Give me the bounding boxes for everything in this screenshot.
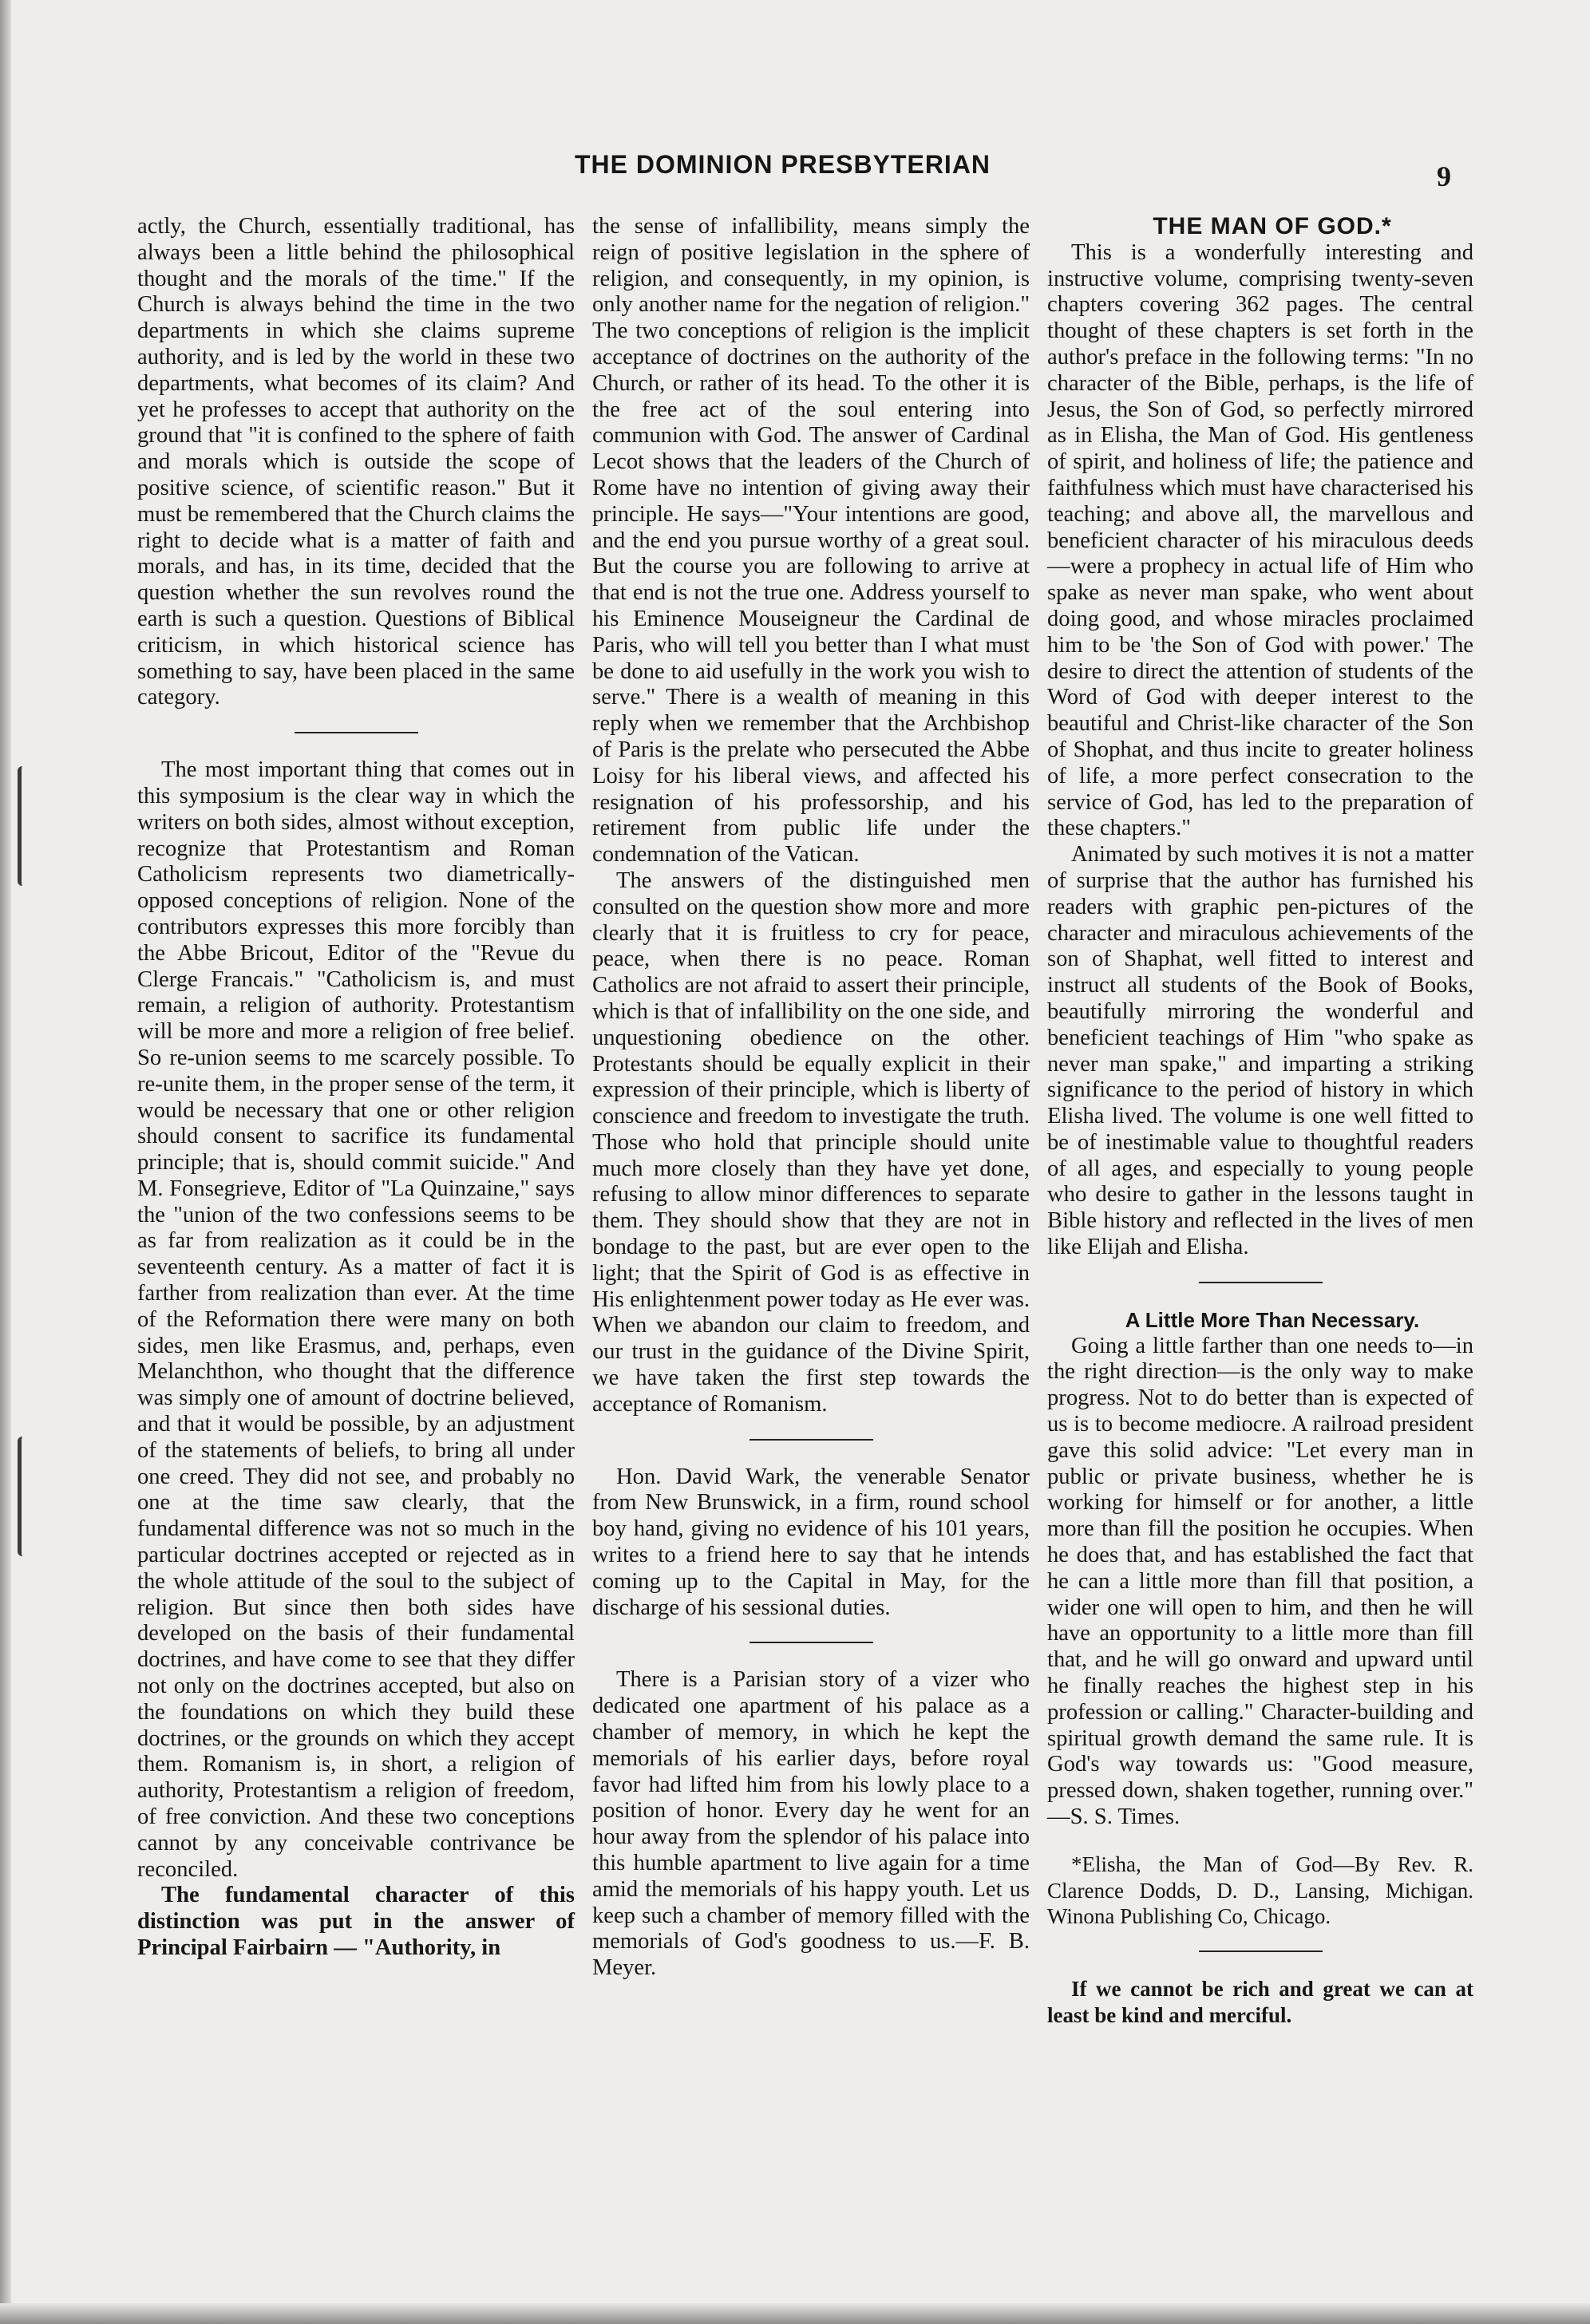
paragraph: Hon. David Wark, the venerable Senator from New Brunswick, in a firm, round school boy hand, giving no evidence of his 101 years, writes to a friend here to say that he intends coming up to the Capital in May, for the discharge of his sessional duties. — [592, 1464, 1030, 1620]
column-right — [1047, 214, 1473, 2029]
paragraph: There is a Parisian story of a vizer who dedicated one apartment of his palace as a chamber of memory, in which he kept the memorials of his earlier days, before royal favor had lifted him from his lowly place to a position of honor. Every day he went for an hour away from the splendor of his palace into this humble apartment to live again for a time amid the memorials of his happy youth. Let us keep such a chamber of memory filled with the memorials of God's goodness to us.—F. B. Meyer. — [592, 1667, 1030, 1981]
page-header-title: THE DOMINION PRESBYTERIAN — [575, 150, 991, 179]
binding-mark — [18, 766, 33, 886]
paragraph: Animated by such motives it is not a matter of surprise that the author has furnished his readers with graphic pen-pictures of the character and miraculous achievements of the son of Shaphat, well fitted to interest and instruct all students of the Book of Books, beautifully mirroring the wonderful and beneficient teachings of Him "who spake as never man spake," and imparting a striking significance to the period of history in which Elisha lived. The volume is one well fitted to be of inestimable value to thoughtful readers of all ages, and especially to young people who desire to gather in the lessons taught in Bible history and reflected in the lives of men like Elijah and Elisha. — [1047, 842, 1473, 1260]
paragraph: the sense of infallibility, means simply the reign of positive legislation in the sphere of religion, and consequently, in my opinion, is only another name for the negation of religion." The two conceptions of religion is the implicit acceptance of doctrines on the authority of the Church, or rather of its head. To the other it is the free act of the soul entering into communion with God. The answer of Cardinal Lecot shows that the leaders of the Church of Rome have no intention of giving away their principle. He says—"Your intentions are good, and the end you pursue worthy of a great soul. But the course you are following to arrive at that end is not the true one. Address yourself to his Eminence Mouseigneur the Cardinal de Paris, who will tell you better than I what must be done to aid usefully in the work you wish to serve." There is a wealth of meaning in this reply when we remember that the Archbishop of Paris is the prelate who persecuted the Abbe Loisy for his liberal views, and affected his resignation of his professorship, and his retirement from public life under the condemnation of the Vatican. — [592, 214, 1030, 868]
paragraph: Going a little farther than one needs to—in the right direction—is the only way to make progress. Not to do better than is expected of us is to become mediocre. A railroad president gave this solid advice: "Let every man in public or private business, whether he is working for himself or for another, a little more than fill the position he occupies. When he does that, and has established the fact that he can a little more than fill that position, a wider one will open to him, and then he will have an opportunity to a little more than fill that, and he will go onward and upward until he finally reaches the highest step in his profession or calling." Character-building and spiritual growth demand the same rule. It is God's way towards us: "Good measure, pressed down, shaken together, running over." —S. S. Times. — [1047, 1333, 1473, 1830]
paragraph: The most important thing that comes out in this symposium is the clear way in which the writers on both sides, almost without exception, recognize that Protestantism and Roman Catholicism represents two diametrically-opposed conceptions of religion. None of the contributors expresses this more forcibly than the Abbe Bricout, Editor of the "Revue du Clerge Francais." "Catholicism is, and must remain, a religion of authority. Protestantism will be more and more a religion of free belief. So re-union seems to me scarcely possible. To re-unite them, in the proper sense of the term, it would be necessary that one or other religion should consent to sacrifice its fundamental principle; that is, should commit suicide." And M. Fonsegrieve, Editor of "La Quinzaine," says the "union of the two confessions seems to be as far from realization as it could be in the seventeenth century. As a matter of fact it is farther from realization than ever. At the time of the Reformation there were many on both sides, men like Erasmus, and, perhaps, even Melanchthon, who thought that the difference was simply one of amount of doctrine believed, and that it would be possible, by an adjustment of the statements of beliefs, to bring all under one creed. They did not see, and probably no one at the time saw clearly, that the fundamental difference was not so much in the particular doctrines accepted or rejected as in the whole attitude of the soul to the subject of religion. But since then both sides have developed on the basis of their fundamental doctrines, and have come to see that they differ not only on the doctrines accepted, but also on the foundations on which they build these doctrines, or the grounds on which they accept them. Romanism is, in short, a religion of authority, Protestantism a religion of freedom, of free conviction. And these two conceptions cannot by any conceivable contrivance be reconciled. — [137, 757, 575, 1882]
paragraph: actly, the Church, essentially traditional, has always been a little behind the philosophical thought and the morals of the time." If the Church is always behind the time in the two departments in which she claims supreme authority, and is led by the world in these two departments, what becomes of its claim? And yet he professes to accept that authority on the ground that "it is confined to the sphere of faith and morals which is outside the scope of positive science, of scientific reason." But it must be remembered that the Church claims the right to decide what is a matter of faith and morals, and has, in its time, decided that the question whether the sun revolves round the earth is such a question. Questions of Biblical criticism, in which historical science has something to say, have been placed in the same category. — [137, 214, 575, 710]
section-divider — [750, 1642, 873, 1643]
paragraph: The answers of the distinguished men consulted on the question show more and more clearly that it is fruitless to cry for peace, peace, when there is no peace. Roman Catholics are not afraid to assert their principle, which is that of infallibility on the one side, and unquestioning obedience on the other. Protestants should be equally explicit in their expression of their principle, which is liberty of conscience and freedom to investigate the truth. Those who hold that principle should unite much more closely than they have yet done, refusing to allow minor differences to separate them. They should show that they are not in bondage to the past, but are ever open to the light; that the Spirit of God is as effective in His enlightenment power today as He ever was. When we abandon our claim to freedom, and our trust in the guidance of the Divine Spirit, we have taken the first step towards the acceptance of Romanism. — [592, 868, 1030, 1417]
section-divider — [1199, 1951, 1323, 1952]
section-divider — [295, 732, 418, 733]
section-heading: A Little More Than Necessary. — [1125, 1307, 1420, 1332]
binding-mark — [18, 1437, 33, 1556]
closing-line: If we cannot be rich and great we can at least be kind and merciful. — [1047, 1977, 1473, 2027]
column-left — [137, 214, 575, 1962]
page-edge — [0, 0, 11, 2324]
section-divider — [1199, 1282, 1323, 1283]
section-divider — [750, 1439, 873, 1441]
footnote: *Elisha, the Man of God—By Rev. R. Clarence Dodds, D. D., Lansing, Michigan. Winona Publishing Co, Chicago. — [1047, 1852, 1473, 1929]
paragraph: The fundamental character of this distinction was put in the answer of Principal Fairbairn — "Authority, in — [137, 1883, 575, 1960]
paragraph: This is a wonderfully interesting and instructive volume, comprising twenty-seven chapters covering 362 pages. The central thought of these chapters is set forth in the author's preface in the following terms: "In no character of the Bible, perhaps, is the life of Jesus, the Son of God, so perfectly mirrored as in Elisha, the Man of God. His gentleness of spirit, and holiness of life; the patience and faithfulness which must have characterised his teaching; and above all, the marvellous and beneficient character of his miraculous deeds—were a prophecy in actual life of Him who spake as never man spake, who went about doing good, and whose miracles proclaimed him to be 'the Son of God with power.' The desire to direct the attention of students of the Word of God with deeper interest to the beautiful and Christ-like character of the Son of Shophat, and thus incite to greater holiness of life, a more perfect consecration to the service of God, has led to the preparation of these chapters." — [1047, 239, 1473, 841]
page-edge — [0, 2303, 1590, 2324]
page-number: 9 — [1437, 160, 1451, 192]
column-middle — [592, 214, 1030, 1982]
section-heading: THE MAN OF GOD.* — [1153, 213, 1392, 239]
